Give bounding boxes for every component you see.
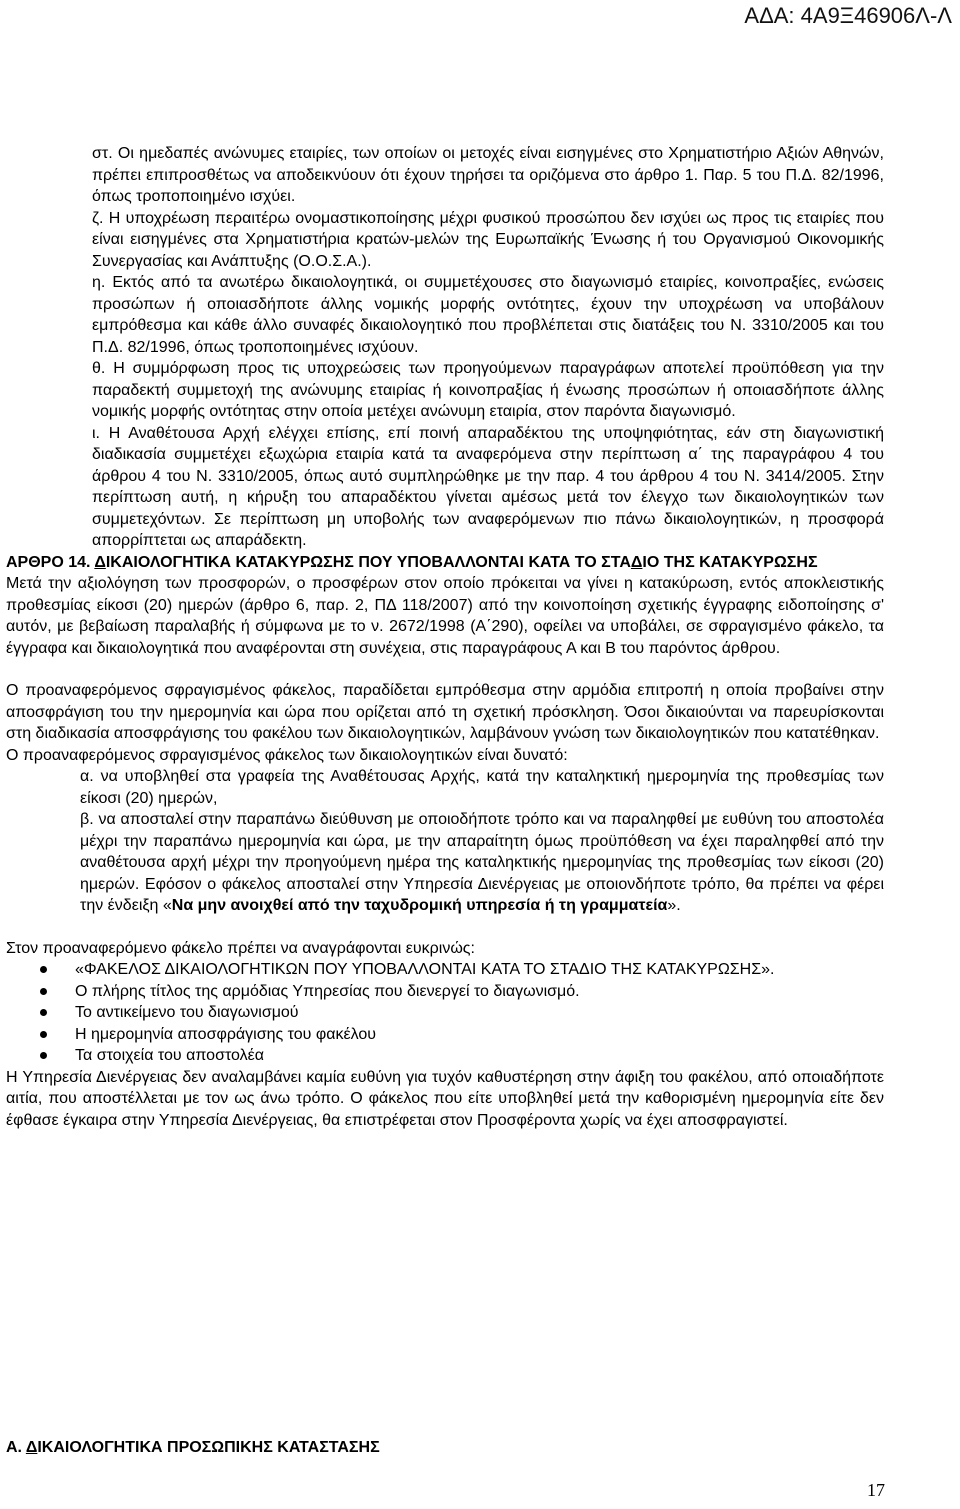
- paragraph-th: θ. Η συμμόρφωση προς τις υποχρεώσεις των προηγούμενων παραγράφων αποτελεί προϋπόθεση για την παραδεκτή συμμετοχή της ανώνυμης εταιρίας ή κοινοπραξίας ή ένωσης προσώπων ή οποιασδήποτε άλλης νομικής μορφής οντότητας στην οποία μετέχει ανώνυμη εταιρία, στον παρόντα διαγωνισμό.: [92, 360, 884, 420]
- article-14-underline-2: Δ: [630, 553, 643, 571]
- paragraph-st: στ. Οι ημεδαπές ανώνυμες εταιρίες, των οποίων οι μετοχές είναι εισηγμένες στο Χρηματιστήριο Αξιών Αθηνών, πρέπει επιπροσθέτως να αποδεικνύουν ότι έχουν τηρήσει τα οριζόμενα στο άρθρο 1. Παρ. 5 του Π.Δ. 82/1996, όπως τροποποιημένο ισχύει.: [92, 145, 884, 205]
- option-alpha: α. να υποβληθεί στα γραφεία της Αναθέτουσας Αρχής, κατά την καταληκτική ημερομηνία της προθεσμίας των είκοσι (20) ημερών,: [80, 768, 884, 807]
- paragraph-h: η. Εκτός από τα ανωτέρω δικαιολογητικά, οι συμμετέχουσες στο διαγωνισμό εταιρίες, κοινοπραξίες, ενώσεις προσώπων ή οποιασδήποτε άλλης νομικής μορφής οντότητες, έχουν την υποχρέωση να υποβάλουν εμπρόθεσμα και κάθε άλλο συναφές δικαιολογητικό που προβλέπεται στις διατάξεις του Ν. 3310/2005 και του Π.Δ. 82/1996, όπως τροποποιημένες ισχύουν.: [92, 274, 884, 356]
- article-14-suffix: ΙΟ ΤΗΣ ΚΑΤΑΚΥΡΩΣΗΣ: [642, 553, 818, 571]
- option-beta-end: ».: [667, 897, 681, 914]
- paragraph-z: ζ. Η υποχρέωση περαιτέρω ονομαστικοποίησης μέχρι φυσικού προσώπου δεν ισχύει ως προς τις εταιρίες που είναι εισηγμένες στα Χρηματιστήρια κρατών-μελών της Ευρωπαϊκής Ένωσης ή του Οργανισμού Οικονομικής Συνεργασίας και Ανάπτυξης (Ο.Ο.Σ.Α.).: [92, 209, 884, 270]
- option-beta-bold: Να μην ανοιχθεί από την ταχυδρομική υπηρεσία ή τη γραμματεία: [171, 897, 668, 914]
- sealed-envelope-paragraph: Ο προαναφερόμενος σφραγισμένος φάκελος, παραδίδεται εμπρόθεσμα στην αρμόδια επιτροπή η οποία προβαίνει στην αποσφράγιση του την ημερομηνία και ώρα που ορίζεται από τη σχετική πρόσκληση. Όσοι δικαιούνται να παρευρίσκονται στη διαδικασία αποσφράγισης του φακέλου των δικαιολογητικών, λαμβάνουν γνώση των δικαιολογητικών που κατατέθηκαν.: [6, 682, 884, 742]
- paragraph-i: ι. Η Αναθέτουσα Αρχή ελέγχει επίσης, επί ποινή απαραδέκτου της υποψηφιότητας, εάν στη διαγωνιστική διαδικασία συμμετέχει εξωχώρια εταιρία κατά τα αναφερόμενα στην περίπτωση α΄ της παραγράφου 4 του άρθρου 4 του Ν. 3310/2005, όπως αυτό συμπληρώθηκε με την παρ. 4 του άρθρου 4 του Ν. 3414/2005. Στην περίπτωση αυτή, η κήρυξη του απαραδέκτου γίνεται αμέσως μετά τον έλεγχο των δικαιολογητικών των συμμετεχόντων. Σε περίπτωση μη υποβολής των αναφερόμενων πιο πάνω δικαιολογητικών, η προσφορά απορρίπτεται ως απαράδεκτη.: [92, 424, 884, 549]
- article-14-underline-1: Δ: [94, 553, 106, 571]
- option-beta-text: β. να αποσταλεί στην παραπάνω διεύθυνση με οποιοδήποτε τρόπο και να παραληφθεί με ευθύνη του αποστολέα μέχρι την παραπάνω ημερομηνία και ώρα, με την απαραίτητη όμως προϋπόθεση να έχει παραληφθεί από την αναθέτουσα αρχή μέχρι την προηγούμενη ημέρα της καταληκτικής ημερομηνίας της προθεσμίας των είκοσι (20) ημερών. Εφόσον ο φάκελος αποσταλεί στην Υπηρεσία Διενέργειας με οποιονδήποτε τρόπο, θα πρέπει να φέρει την ένδειξη «: [80, 811, 884, 914]
- list-item: Το αντικείμενο του διαγωνισμού: [6, 1002, 884, 1024]
- section-a-prefix: Α.: [6, 1439, 26, 1456]
- section-a-underline: Δ: [25, 1439, 38, 1456]
- page-number: 17: [867, 1480, 885, 1500]
- article-14-prefix: ΑΡΘΡΟ 14.: [6, 553, 95, 571]
- list-item: Η ημερομηνία αποσφράγισης του φακέλου: [6, 1024, 884, 1046]
- section-a-rest: ΙΚΑΙΟΛΟΓΗΤΙΚΑ ΠΡΟΣΩΠΙΚΗΣ ΚΑΤΑΣΤΑΣΗΣ: [37, 1439, 380, 1456]
- list-item: Ο πλήρης τίτλος της αρμόδιας Υπηρεσίας που διενεργεί το διαγωνισμό.: [6, 981, 884, 1003]
- article-14-mid: ΙΚΑΙΟΛΟΓΗΤΙΚΑ ΚΑΤΑΚΥΡΩΣΗΣ ΠΟΥ ΥΠΟΒΑΛΛΟΝΤΑΙ ΚΑΤΑ ΤΟ ΣΤΑ: [105, 553, 631, 571]
- article-14-heading: [6, 552, 884, 574]
- article-14-intro: Μετά την αξιολόγηση των προσφορών, ο προσφέρων στον οποίο πρόκειται να γίνει η κατακύρωση, εντός αποκλειστικής προθεσμίας είκοσι (20) ημερών (άρθρο 6, παρ. 2, ΠΔ 118/2007) από την κοινοποίηση σχετικής έγγραφης ειδοποίησης σ' αυτόν, με βεβαίωση παραλαβής ή σύμφωνα με το ν. 2672/1998 (Α΄290), οφείλει να υποβάλει, σε σφραγισμένο φάκελο, τα έγγραφα και δικαιολογητικά που αναφέρονται στη συνέχεια, στις παραγράφους Α και Β του παρόντος άρθρου.: [6, 575, 884, 657]
- document-body: [6, 143, 884, 1131]
- ada-code: ΑΔΑ: 4Α9Ξ46906Λ-Λ: [744, 3, 952, 28]
- liability-paragraph: Η Υπηρεσία Διενέργειας δεν αναλαμβάνει καμία ευθύνη για τυχόν καθυστέρηση στην άφιξη του φακέλου, από οποιαδήποτε αιτία, που αποστέλλεται με τον ως άνω τρόπο. Ο φάκελος που είτε υποβληθεί μετά την καθορισμένη ημερομηνία είτε δεν έφθασε έγκαιρα στην Υπηρεσία Διενέργειας, θα επιστρέφεται στον Προσφέροντα χωρίς να έχει αποσφραγιστεί.: [6, 1068, 884, 1129]
- list-item: Τα στοιχεία του αποστολέα: [6, 1045, 884, 1067]
- submission-options-intro: Ο προαναφερόμενος σφραγισμένος φάκελος των δικαιολογητικών είναι δυνατό:: [6, 746, 568, 764]
- option-beta: [6, 809, 884, 917]
- envelope-requirements-list: [6, 959, 884, 1067]
- envelope-requirements-intro: Στον προαναφερόμενο φάκελο πρέπει να αναγράφονται ευκρινώς:: [6, 939, 475, 957]
- list-item: «ΦΑΚΕΛΟΣ ΔΙΚΑΙΟΛΟΓΗΤΙΚΩΝ ΠΟΥ ΥΠΟΒΑΛΛΟΝΤΑΙ ΚΑΤΑ ΤΟ ΣΤΑΔΙΟ ΤΗΣ ΚΑΤΑΚΥΡΩΣΗΣ».: [6, 959, 884, 981]
- section-a-heading: [6, 1437, 380, 1459]
